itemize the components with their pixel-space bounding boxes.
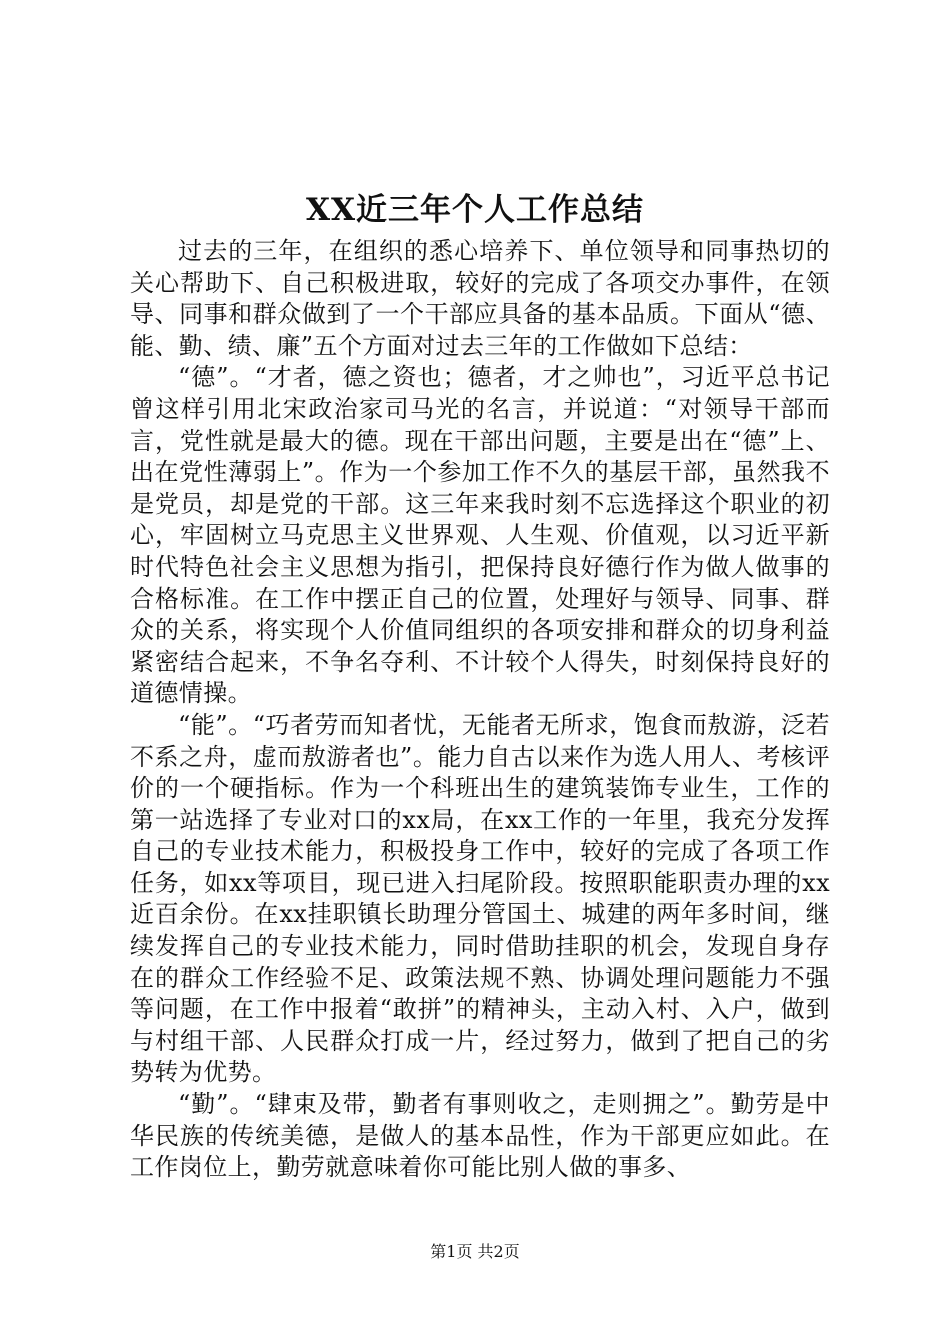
- paragraph-de: “德”。“才者，德之资也；德者，才之帅也”，习近平总书记曾这样引用北宋政治家司马光的名言，并说道：“对领导干部而言，党性就是最大的德。现在干部出问题，主要是出在“德”上、出在党性薄弱上”。作为一个参加工作不久的基层干部，虽然我不是党员，却是党的干部。这三年来我时刻不忘选择这个职业的初心，牢固树立马克思主义世界观、人生观、价值观，以习近平新时代特色社会主义思想为指引，把保持良好德行作为做人做事的合格标准。在工作中摆正自己的位置，处理好与领导、同事、群众的关系，将实现个人价值同组织的各项安排和群众的切身利益紧密结合起来，不争名夺利、不计较个人得失，时刻保持良好的道德情操。: [130, 363, 830, 708]
- document-title: XX近三年个人工作总结: [305, 192, 645, 228]
- paragraph-intro: 过去的三年，在组织的悉心培养下、单位领导和同事热切的关心帮助下、自己积极进取，较好的完成了各项交办事件，在领导、同事和群众做到了一个干部应具备的基本品质。下面从“德、能、勤、绩、廉”五个方面对过去三年的工作做如下总结：: [130, 237, 830, 360]
- page-footer: 第1页 共2页: [430, 1242, 520, 1261]
- document-body: [130, 236, 830, 1184]
- paragraph-neng: “能”。“巧者劳而知者忧，无能者无所求，饱食而敖游，泛若不系之舟，虚而敖游者也”。能力自古以来作为选人用人、考核评价的一个硬指标。作为一个科班出生的建筑装饰专业生，工作的第一站选择了专业对口的xx局，在xx工作的一年里，我充分发挥自己的专业技术能力，积极投身工作中，较好的完成了各项工作任务，如xx等项目，现已进入扫尾阶段。按照职能职责办理的xx近百余份。在xx挂职镇长助理分管国土、城建的两年多时间，继续发挥自己的专业技术能力，同时借助挂职的机会，发现自身存在的群众工作经验不足、政策法规不熟、协调处理问题能力不强等问题，在工作中报着“敢拼”的精神头，主动入村、入户，做到与村组干部、人民群众打成一片，经过努力，做到了把自己的劣势转为优势。: [130, 710, 830, 1087]
- paragraph-qin: “勤”。“肆束及带，勤者有事则收之，走则拥之”。勤劳是中华民族的传统美德，是做人的基本品性，作为干部更应如此。在工作岗位上，勤劳就意味着你可能比别人做的事多、: [130, 1090, 830, 1182]
